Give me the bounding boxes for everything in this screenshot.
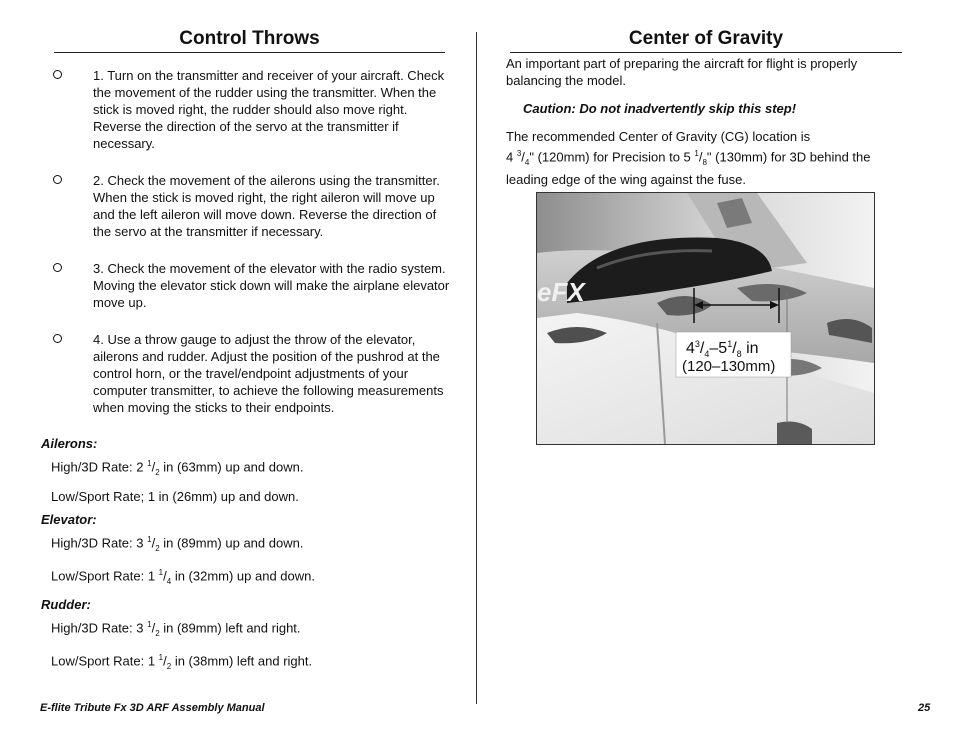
control-throws-column — [40, 28, 450, 682]
elevator-low-rate: Low/Sport Rate: 1 $^1/_4$ in (32mm) up and down. — [51, 567, 315, 586]
step-item — [40, 172, 450, 240]
elevator-spec — [40, 512, 450, 590]
control-throws-steps — [40, 67, 450, 416]
ailerons-spec — [40, 436, 450, 505]
step-item — [40, 331, 450, 416]
step-item — [40, 260, 450, 311]
airplane-cg-illustration — [537, 193, 874, 444]
checkbox-circle-icon — [53, 334, 62, 343]
control-throws-title: Control Throws — [54, 28, 445, 53]
ailerons-title: Ailerons: — [41, 436, 98, 451]
ailerons-high-rate: High/3D Rate: 2 $^1/_2$ in (63mm) up and down. — [51, 459, 304, 477]
cg-photo — [536, 192, 875, 445]
step-item — [40, 67, 450, 152]
rudder-spec — [40, 597, 450, 675]
checkbox-circle-icon — [53, 263, 62, 272]
step-text: 3. Check the movement of the elevator with the radio system. Moving the elevator stick down will make the airplane elevator move up. — [93, 261, 450, 310]
cg-label-range: $4^3/_4-5^1/_8$ in — [686, 339, 759, 359]
rudder-high-rate: High/3D Rate: 3 $^1/_2$ in (89mm) left and right. — [51, 619, 301, 638]
cg-location-text: The recommended Center of Gravity (CG) location is 4 $^3/_4$" (120mm) for Precision to 5 $^1/_8$" (130mm) for 3D behind the leading edge of the wing against the fuse. — [506, 129, 871, 187]
step-text: 2. Check the movement of the ailerons using the transmitter. When the stick is moved right, the right aileron will move up and the left aileron will move down. Reverse the direction of the servo at the transmitter if necessary. — [93, 173, 440, 239]
cg-caution: Caution: Do not inadvertently skip this step! — [523, 101, 797, 116]
center-of-gravity-column — [506, 28, 902, 188]
elevator-title: Elevator: — [41, 511, 97, 527]
checkbox-circle-icon — [53, 70, 62, 79]
checkbox-circle-icon — [53, 175, 62, 184]
plane-logo-text: eFX — [537, 277, 585, 307]
footer-manual-title: E-flite Tribute Fx 3D ARF Assembly Manual — [40, 702, 265, 714]
cg-label-metric: (120–130mm) — [682, 358, 776, 375]
elevator-high-rate: High/3D Rate: 3 $^1/_2$ in (89mm) up and down. — [51, 534, 304, 553]
ailerons-low-rate: Low/Sport Rate; 1 in (26mm) up and down. — [51, 488, 299, 504]
center-of-gravity-title: Center of Gravity — [510, 28, 902, 53]
cg-intro: An important part of preparing the aircraft for flight is properly balancing the model. — [506, 56, 858, 88]
step-text: 1. Turn on the transmitter and receiver of your aircraft. Check the movement of the rudder using the transmitter. When the stick is moved right, the rudder should also move right. Reverse the direction of the servo at the transmitter if necessary. — [93, 68, 445, 151]
footer-page-number: 25 — [918, 702, 931, 714]
step-text: 4. Use a throw gauge to adjust the throw of the elevator, ailerons and rudder. Adjust the position of the pushrod at the control horn, or the travel/endpoint adjustments of your computer transmitter, to achieve the following measurements when moving the sticks to their endpoints. — [93, 332, 444, 415]
rudder-title: Rudder: — [41, 596, 91, 612]
rudder-low-rate: Low/Sport Rate: 1 $^1/_2$ in (38mm) left and right. — [51, 652, 313, 671]
column-divider — [476, 32, 477, 704]
